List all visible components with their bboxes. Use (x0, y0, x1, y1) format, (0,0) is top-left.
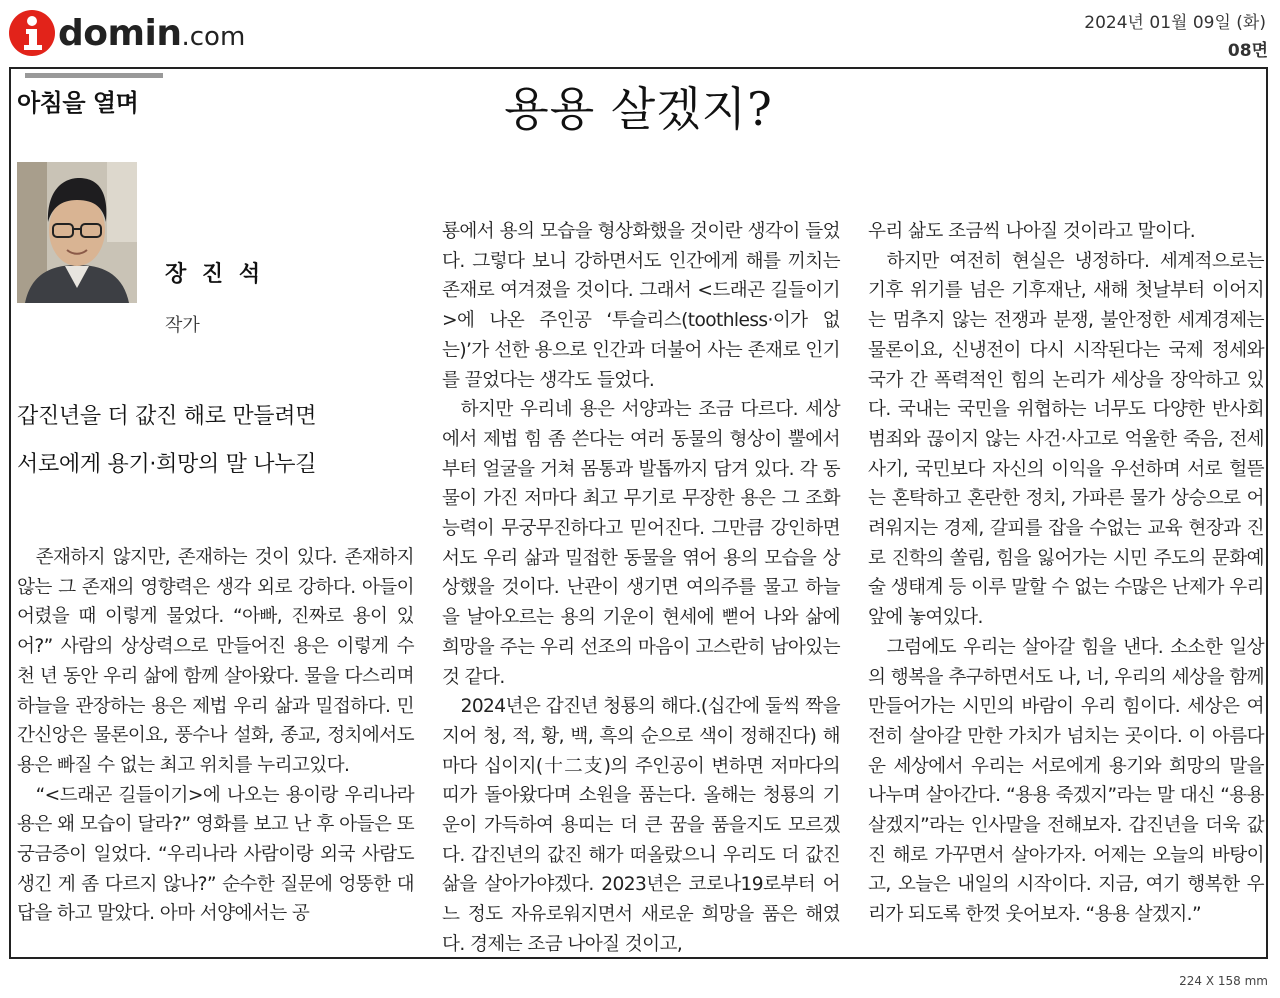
paragraph: 2024년은 갑진년 청룡의 해다.(십간에 둘씩 짝을 지어 청, 적, 황, 백, 흑의 순으로 색이 정해진다) 해마다 십이지(十二支)의 주인공이 변하면 저마다의 띠가 돌아왔다며 소원을 품는다. 올해는 청룡의 기운이 가득하여 용띠는 더 큰 꿈을 품을지도 모르겠다. 갑진년의 값진 해가 떠올랐으니 우리도 더 값진 삶을 살아가야겠다. 2023년은 코로나19로부터 어느 정도 자유로워지면서 새로운 희망을 품은 해였다. 경제는 조금 나아질 것이고, (442, 696, 840, 955)
body-column-1 (17, 543, 414, 929)
paragraph: 하지만 여전히 현실은 냉정하다. 세계적으로는 기후 위기를 넘은 기후재난, 새해 첫날부터 이어지는 멈추지 않는 전쟁과 분쟁, 불안정한 세계경제는 물론이요, 신냉전이 다시 시작된다는 국제 정세와 국가 간 폭력적인 힘의 논리가 세상을 장악하고 있다. 국내는 국민을 위협하는 너무도 다양한 반사회 범죄와 끊이지 않는 사건·사고로 억울한 죽음, 전세 사기, 국민보다 자신의 이익을 우선하며 서로 헐뜯는 혼탁하고 혼란한 정치, 가파른 물가 상승으로 어려워지는 경제, 갈피를 잡을 수없는 교육 현장과 진로 진학의 쏠림, 힘을 잃어가는 시민 주도의 문화예술 생태계 등 이루 말할 수 없는 수많은 난제가 우리 앞에 놓여있다. (868, 250, 1264, 629)
paragraph: 룡에서 용의 모습을 형상화했을 것이란 생각이 들었다. 그렇다 보니 강하면서도 인간에게 해를 끼치는 존재로 여겨졌을 것이다. 그래서 <드래곤 길들이기>에 나온 주인공 ‘투슬리스(toothless·이가 없는)’가 선한 용으로 인간과 더불어 사는 존재로 인기를 끌었다는 생각도 들었다. (442, 221, 840, 391)
paragraph: 그럼에도 우리는 살아갈 힘을 낸다. 소소한 일상의 행복을 추구하면서도 나, 너, 우리의 세상을 함께 만들어가는 시민의 바람이 우리 힘이다. 세상은 여전히 살아갈 만한 가치가 넘치는 곳이다. 이 아름다운 세상에서 우리는 서로에게 용기와 희망의 말을 나누며 살아간다. “용용 죽겠지”라는 말 대신 “용용 살겠지”라는 인사말을 전해보자. 갑진년을 더욱 값진 해로 가꾸면서 살아가자. 어제는 오늘의 바탕이고, 오늘은 내일의 시작이다. 지금, 여기 행복한 우리가 되도록 한껏 웃어보자. “용용 살겠지.” (868, 636, 1264, 926)
author-role: 작가 (165, 315, 200, 336)
author-name: 장 진 석 (165, 262, 265, 287)
paragraph: 존재하지 않지만, 존재하는 것이 있다. 존재하지 않는 그 존재의 영향력은 생각 외로 강하다. 아들이 어렸을 때 이렇게 물었다. “아빠, 진짜로 용이 있어?” 사람의 상상력으로 만들어진 용은 이렇게 수천 년 동안 우리 삶에 함께 살아왔다. 물을 다스리며 하늘을 관장하는 용은 제법 우리 삶과 밀접하다. 민간신앙은 물론이요, 풍수나 설화, 종교, 정치에서도 용은 빠질 수 없는 최고 위치를 누리고있다. (17, 547, 414, 776)
issue-date: 2024년 01월 09일 (화) (1084, 13, 1266, 33)
column-kicker: 아침을 열며 (17, 89, 139, 117)
article-frame (9, 67, 1268, 959)
paragraph: 하지만 우리네 용은 서양과는 조금 다르다. 세상에서 제법 힘 좀 쓴다는 여러 동물의 형상이 뿔에서부터 얼굴을 거쳐 몸통과 발톱까지 담겨 있다. 각 동물이 가진 저마다 최고 무기로 무장한 용은 그 조화능력이 무궁무진하다고 믿어진다. 그만큼 강인하면서도 우리 삶과 밀접한 동물을 엮어 용의 모습을 상상했을 것이다. 난관이 생기면 여의주를 물고 하늘을 날아오르는 용의 기운이 현세에 뻗어 나와 삶에 희망을 주는 우리 선조의 마음이 고스란히 남아있는것 같다. (442, 399, 840, 688)
page-number: 08면 (1227, 41, 1268, 61)
author-photo (17, 162, 137, 303)
logo-i-icon (8, 9, 56, 57)
paragraph: 우리 삶도 조금씩 나아질 것이라고 말이다. (868, 221, 1196, 242)
subtitle-line-1: 갑진년을 더 값진 해로 만들려면 (17, 404, 317, 429)
logo-text: domin (58, 12, 182, 54)
site-logo[interactable] (8, 6, 245, 60)
logo-suffix: .com (181, 22, 246, 52)
subtitle-line-2: 서로에게 용기·희망의 말 나누길 (17, 452, 317, 477)
paragraph: “<드래곤 길들이기>에 나오는 용이랑 우리나라 용은 왜 모습이 달라?” 영화를 보고 난 후 아들은 또 궁금증이 일었다. “우리나라 사람이랑 외국 사람도 생긴 게 좀 다르지 않나?” 순수한 질문에 엉뚱한 대답을 하고 말았다. 아마 서양에서는 공 (17, 784, 414, 925)
article-title: 용용 살겠지? (504, 82, 773, 136)
clipping-dimensions: 224 X 158 mm (1179, 974, 1268, 988)
body-column-3 (868, 217, 1264, 930)
body-column-2 (442, 217, 840, 960)
